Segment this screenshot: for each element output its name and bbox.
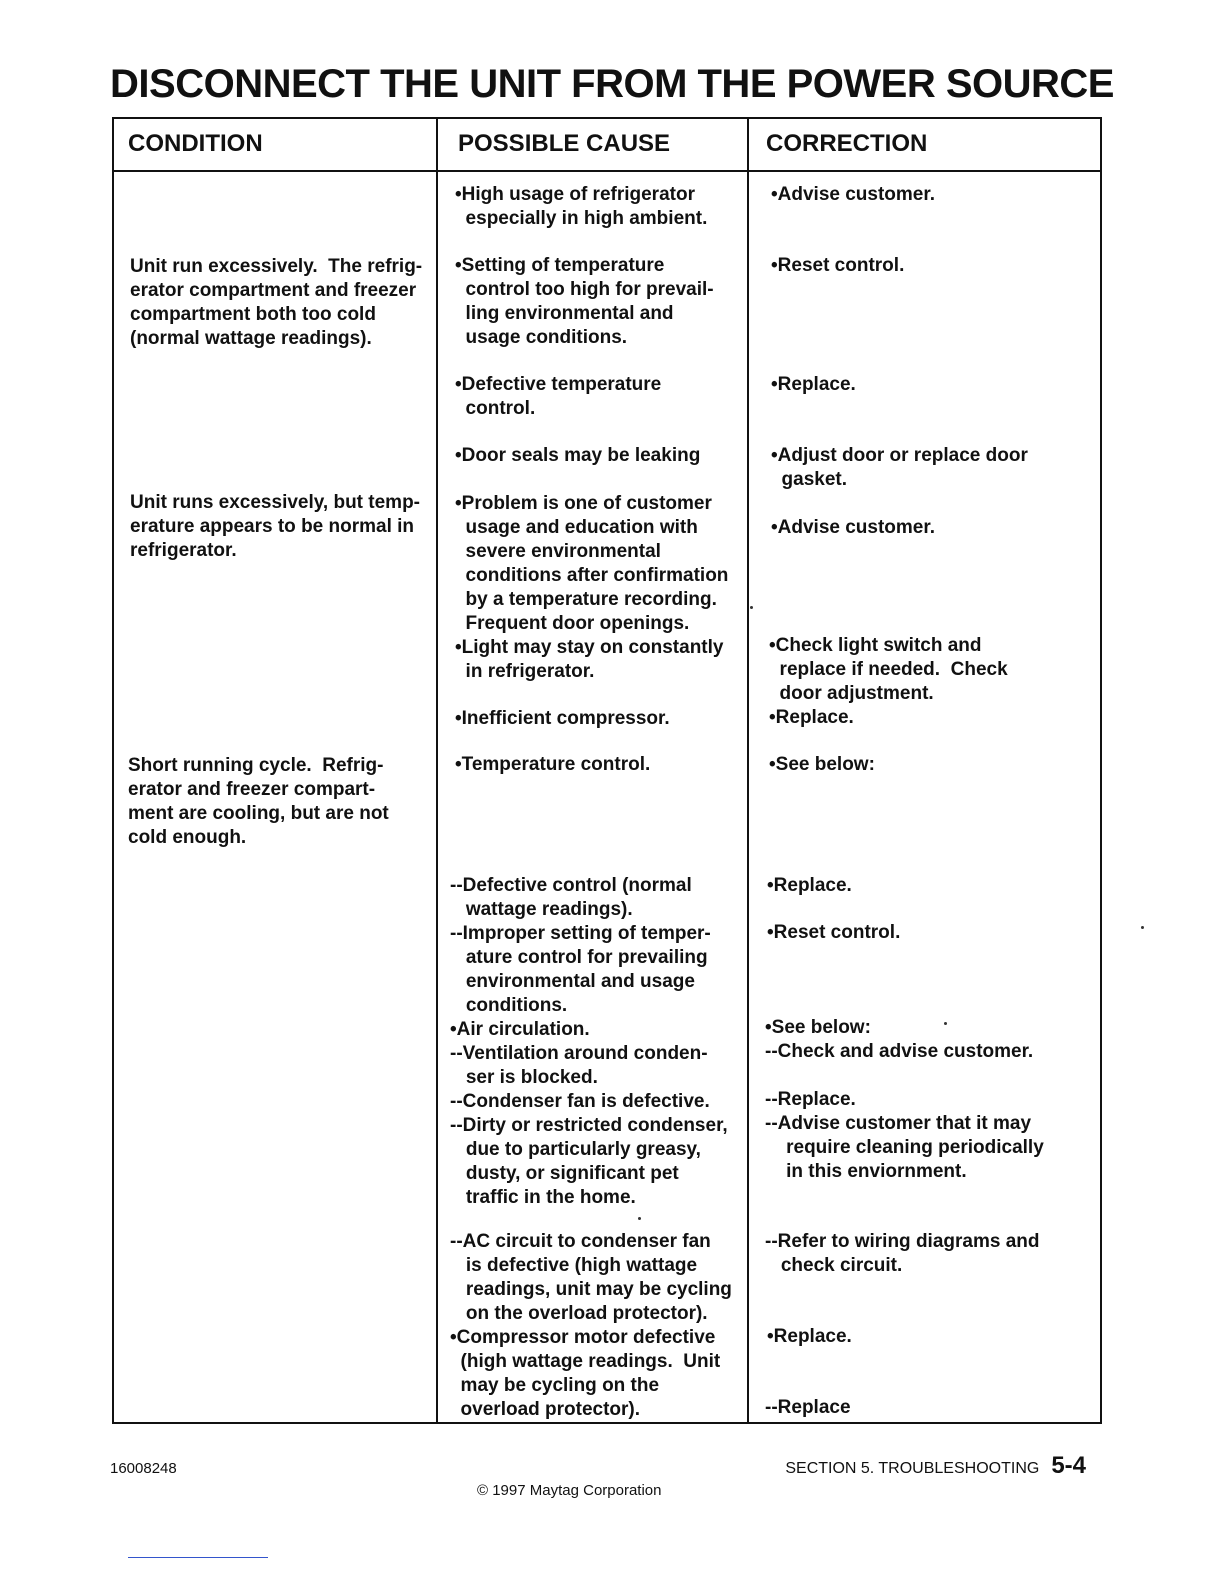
correction-cell: •Advise customer. [771,517,935,538]
section-footer [785,1452,1086,1480]
page-title: DISCONNECT THE UNIT FROM THE POWER SOURCE [110,62,1114,106]
correction-cell: •Advise customer. [771,184,935,205]
condition-cell: Unit run excessively. The refrig- erator compartment and freezer compartment both too cold (normal wattage readings). [130,256,423,349]
page-number: 5-4 [1051,1452,1086,1479]
scan-speck [638,1217,641,1220]
cause-cell: •Temperature control. [455,754,651,775]
cause-cell: •High usage of refrigerator especially in high ambient. [455,184,708,229]
correction-cell: •See below: --Check and advise customer. [765,1017,1034,1062]
correction-cell: •Replace. [771,374,856,395]
cause-cell: --Defective control (normal wattage readings). --Improper setting of temper- ature control for prevailing environmental and usage conditions. •Air circulation. --Ventilation around conden- ser is blocked. --Condenser fan is defective. --Dirty or restricted condenser, due to particularly greasy, dusty, or significant pet traffic in the home. [450,875,728,1208]
header-divider [112,170,1102,172]
correction-cell: •Reset control. [771,255,905,276]
scan-speck [944,1022,947,1025]
header-correction: CORRECTION [766,130,928,157]
cause-cell: •Door seals may be leaking [455,445,701,466]
correction-cell: •See below: [769,754,875,775]
correction-cell: •Check light switch and replace if needed. Check door adjustment. •Replace. [769,635,1008,728]
cause-cell: •Defective temperature control. [455,374,662,419]
correction-cell: •Reset control. [767,922,901,943]
scan-speck [750,606,753,609]
cause-cell: --AC circuit to condenser fan is defective (high wattage readings, unit may be cycling on the overload protector). •Compressor motor defective (high wattage readings. Unit may be cycling on the overload protector). [450,1231,732,1420]
correction-cell: •Replace. [767,875,852,896]
correction-cell: --Refer to wiring diagrams and check circuit. [765,1231,1040,1276]
correction-cell: --Replace [765,1397,851,1418]
correction-cell: •Adjust door or replace door gasket. [771,445,1028,490]
document-number: 16008248 [110,1460,177,1477]
condition-cell: Short running cycle. Refrig- erator and freezer compart- ment are cooling, but are not cold enough. [128,755,389,848]
scan-speck [1141,926,1144,929]
correction-cell: •Replace. [767,1326,852,1347]
header-possible-cause: POSSIBLE CAUSE [458,130,671,157]
bottom-rule [128,1557,268,1558]
correction-cell: --Replace. --Advise customer that it may require cleaning periodically in this enviornment. [765,1089,1044,1182]
cause-cell: •Problem is one of customer usage and education with severe environmental conditions after confirmation by a temperature recording. Frequent door openings. •Light may stay on constantly in refrigerator. [455,493,729,682]
cause-cell: •Inefficient compressor. [455,708,670,729]
condition-cell: Unit runs excessively, but temp- erature appears to be normal in refrigerator. [130,492,421,561]
column-divider-2 [747,117,749,1424]
column-divider-1 [436,117,438,1424]
section-label: SECTION 5. TROUBLESHOOTING [785,1460,1040,1477]
cause-cell: •Setting of temperature control too high for prevail- ling environmental and usage conditions. [455,255,714,348]
copyright-notice: © 1997 Maytag Corporation [477,1482,662,1499]
header-condition: CONDITION [128,130,263,157]
